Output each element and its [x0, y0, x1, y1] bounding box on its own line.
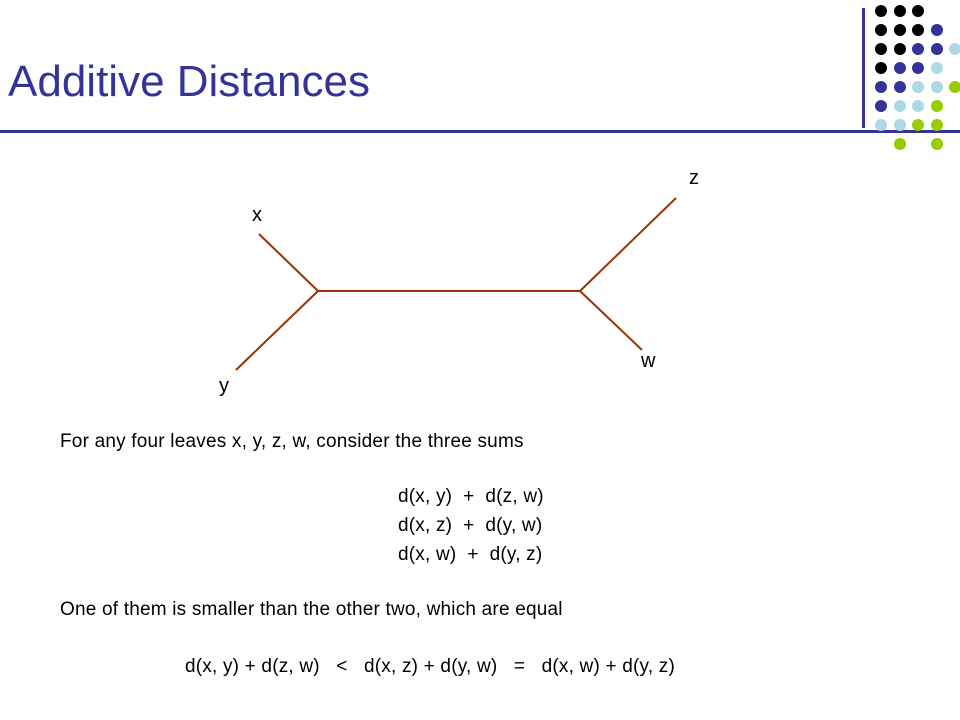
leaf-label-y: y — [219, 375, 229, 397]
edge-w — [580, 291, 642, 350]
sum-line-3: d(x, w) + d(y, z) — [398, 544, 543, 565]
inequality-equation: d(x, y) + d(z, w) < d(x, z) + d(y, w) = d(x, w) + d(y, z) — [185, 656, 676, 677]
leaf-label-z: z — [689, 167, 699, 189]
intro-text: For any four leaves x, y, z, w, consider the three sums — [60, 431, 524, 452]
edge-z — [580, 198, 676, 291]
sum-line-1: d(x, y) + d(z, w) — [398, 486, 544, 507]
leaf-label-x: x — [252, 204, 262, 226]
leaf-label-w: w — [641, 350, 656, 372]
sum-line-2: d(x, z) + d(y, w) — [398, 515, 543, 536]
statement-text: One of them is smaller than the other two, which are equal — [60, 599, 563, 620]
edge-y — [236, 291, 318, 370]
slide-title: Additive Distances — [8, 57, 370, 106]
edge-x — [259, 234, 318, 291]
